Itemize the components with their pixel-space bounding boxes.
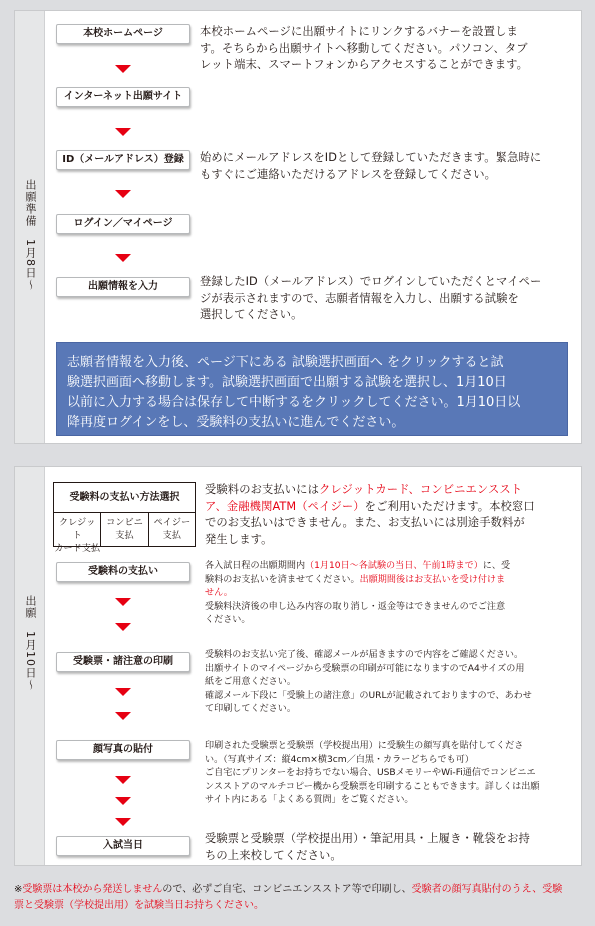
step-internet-application-site: インターネット出願サイト [56,87,190,107]
section-preparation-label: 出願準備 1月8日〜 [24,179,37,291]
arrow-down-icon [115,688,131,696]
id-registration-description: 始めにメールアドレスをIDとして登録していただきます。緊急時に もすぐにご連絡いただけるアドレスを登録してください。 [200,151,542,181]
step-school-homepage: 本校ホームページ [56,24,190,44]
arrow-down-icon [115,797,131,805]
footnote: ※受験票は本校から発送しませんので、必ずご自宅、コンビニエンスストア等で印刷し、受験者の顔写真貼付のうえ、受験 票と受験票（学校提出用）を試験当日お持ちください。 [14,884,563,911]
fee-payment-description: 各入試日程の出願期間内（1月10日〜各試験の当日、午前1時まで）に、受 験料のお支払いを済ませてください。出願期間後はお支払いを受け付けま せん。 受験料決済後の申し込み内容の取り消し・返金等はできませんのでご注意 ください。 [205,561,511,626]
arrow-down-icon [115,65,131,73]
payment-option-convenience-store: コンビニ 支払 [101,513,148,546]
step-exam-day: 入試当日 [56,836,190,856]
exam-selection-notice: 志願者情報を入力後、ページ下にある 試験選択画面へ をクリックすると試 験選択画面へ移動します。試験選択画面で出願する試験を選択し、1月10日 以前に入力する場合は保存して中断するをクリックしてください。1月10日以 降再度ログインをし、受験料の支払いに進んでください。 [56,342,568,436]
arrow-down-icon [115,776,131,784]
step-attach-photo: 顔写真の貼付 [56,740,190,760]
payment-option-payeasy: ペイジー 支払 [153,517,191,541]
payment-methods-description: 受験料のお支払いにはクレジットカード、コンビニエンススト ア、金融機関ATM（ペイジー）をご利用いただけます。本校窓口 でのお支払いはできません。また、お支払いには別途手数料が 発生します。 [205,483,535,546]
arrow-down-icon [115,712,131,720]
arrow-down-icon [115,623,131,631]
step-login-mypage: ログイン／マイページ [56,214,190,234]
payment-method-title: 受験料の支払い方法選択 [54,483,195,513]
photo-attach-description: 印刷された受験票と受験票（学校提出用）に受験生の顔写真を貼付してくださ い。（写真サイズ：縦4cm×横3cm／白黒・カラーどちらでも可） ご自宅にプリンターをお持ちでない場合、USBメモリーやWi-Fi通信でコンビニエ ンスストアのマルチコピー機から受験票を印刷することもできます。詳しくは出願 サイト内にある「よくある質問」をご覧ください。 [205,741,540,806]
section-application-label: 出願 1月10日〜 [24,595,37,691]
step-fee-payment: 受験料の支払い [56,562,190,582]
application-input-description: 登録したID（メールアドレス）でログインしていただくとマイペー ジが表示されますので、志願者情報を入力し、出願する試験を 選択してください。 [200,275,542,321]
arrow-down-icon [115,190,131,198]
arrow-down-icon [115,128,131,136]
arrow-down-icon [115,598,131,606]
arrow-down-icon [115,254,131,262]
exam-day-description: 受験票と受験票（学校提出用）・筆記用具・上履き・靴袋をお持 ちの上来校してください。 [205,832,530,862]
step-print-admission-ticket: 受験票・諸注意の印刷 [56,652,190,672]
arrow-down-icon [115,818,131,826]
step-id-registration: ID（メールアドレス）登録 [56,150,190,170]
step-enter-application-info: 出願情報を入力 [56,277,190,297]
print-ticket-description: 受験料のお支払い完了後、確認メールが届きますので内容をご確認ください。 出願サイトのマイページから受験票の印刷が可能になりますのでA4サイズの用 紙をご用意ください。 確認メール下段に「受験上の諸注意」のURLが記載されておりますので、あわせ て印刷してください。 [205,650,532,715]
payment-method-table [53,482,196,554]
section-application-sidebar [15,467,45,865]
payment-option-credit-card: クレジッ ト カード支払 [54,513,101,546]
section-preparation-sidebar [15,11,45,443]
homepage-description: 本校ホームページに出願サイトにリンクするバナーを設置しま す。そちらから出願サイトへ移動してください。パソコン、タブ レット端末、スマートフォンからアクセスすることができます。 [200,25,529,71]
